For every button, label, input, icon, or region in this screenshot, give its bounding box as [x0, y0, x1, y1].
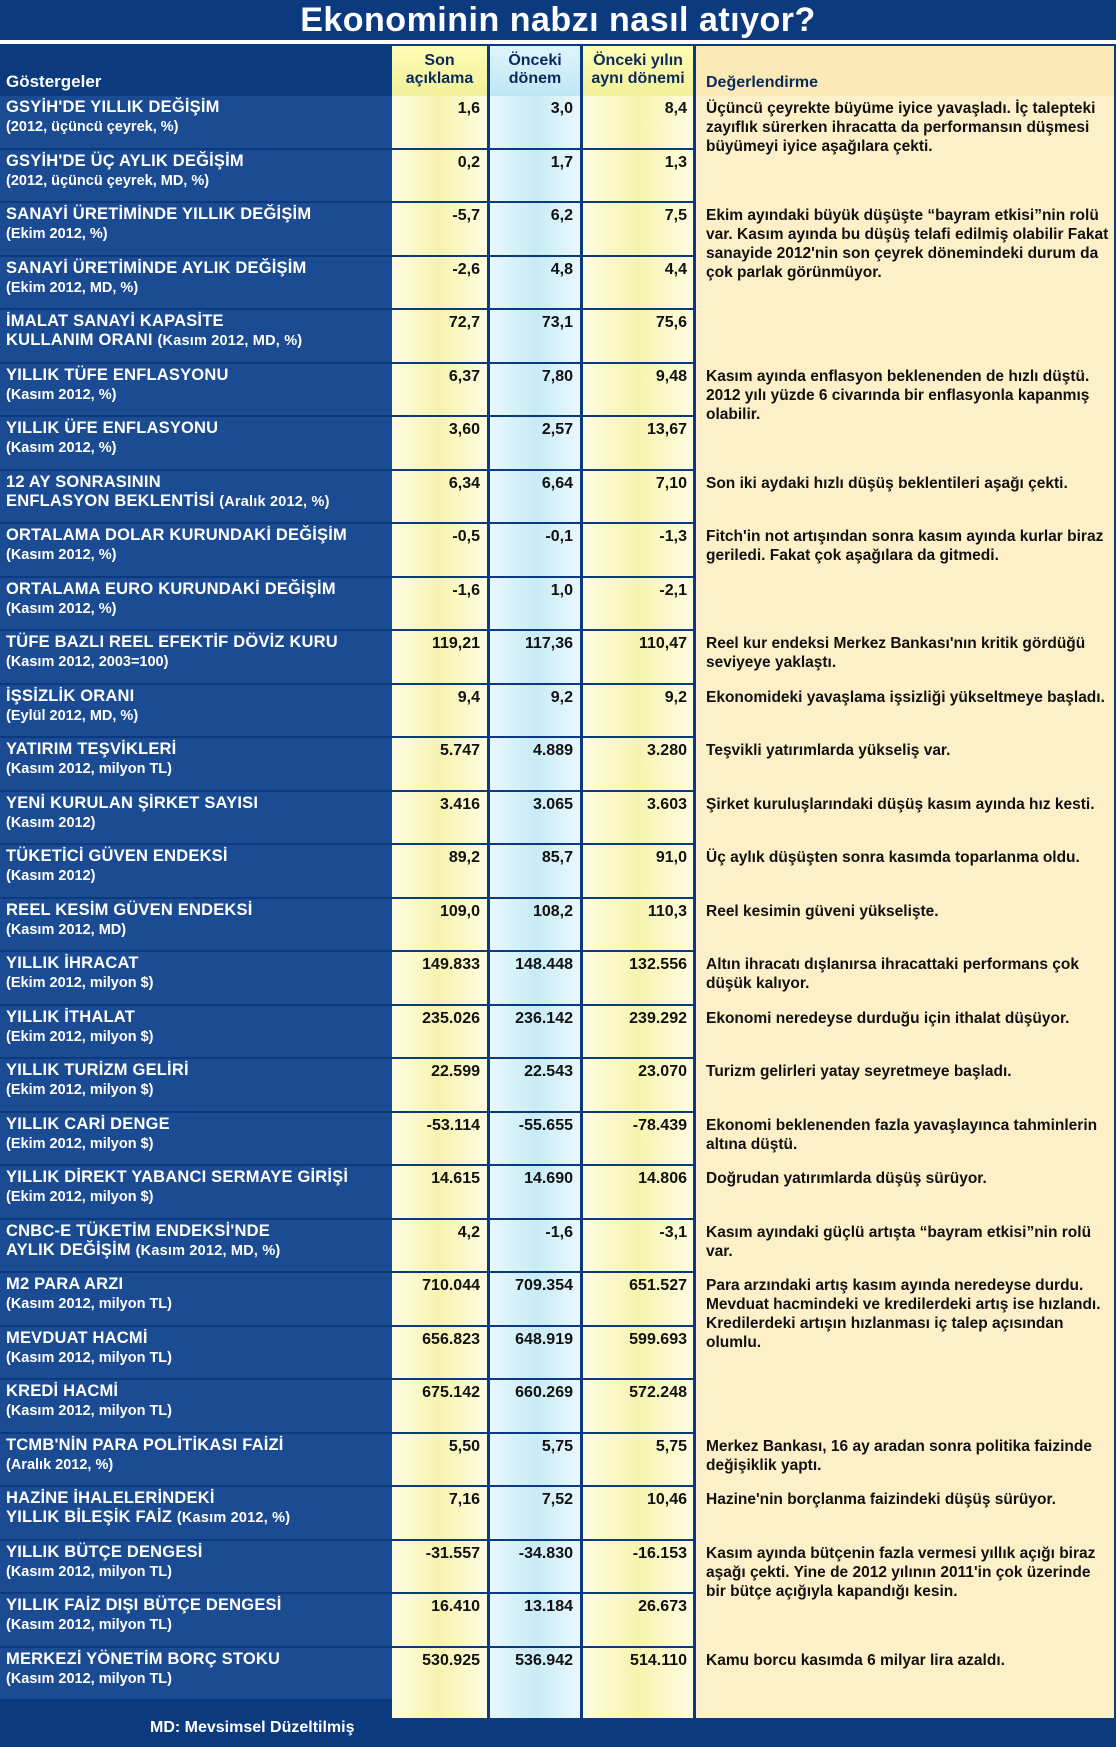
- indicator-cell: [0, 631, 392, 683]
- value-last: 5,50: [448, 1437, 480, 1455]
- evaluation-text: Altın ihracatı dışlanırsa ihracattaki performans çok düşük kalıyor.: [706, 956, 1079, 992]
- indicator-name-cont: ENFLASYON BEKLENTİSİ: [6, 491, 215, 510]
- indicator-name: SANAYİ ÜRETİMİNDE AYLIK DEĞİŞİM: [6, 258, 307, 277]
- footnote: MD: Mevsimsel Düzeltilmiş: [150, 1719, 355, 1736]
- table-row: [0, 1380, 1116, 1434]
- indicator-cell: [0, 845, 392, 897]
- indicator-period: (Kasım 2012, milyon TL): [6, 1403, 172, 1419]
- evaluation-text: Turizm gelirleri yatay seyretmeye başladı.: [706, 1063, 1012, 1080]
- indicator-period: (Kasım 2012, MD): [6, 921, 127, 938]
- value-year-ago: 26.673: [638, 1598, 687, 1615]
- value-previous: 13.184: [524, 1598, 573, 1615]
- value-previous: 236.142: [515, 1009, 573, 1027]
- indicator-period: (Kasım 2012, MD, %): [157, 333, 303, 349]
- value-year-ago: 3.280: [646, 742, 687, 759]
- value-year-ago: 13,67: [646, 421, 687, 438]
- table-row: [0, 1059, 1116, 1113]
- indicator-period: (Ekim 2012, milyon $): [6, 1135, 154, 1152]
- value-previous: 7,80: [541, 367, 573, 385]
- value-last: 6,37: [448, 367, 480, 385]
- table-row: [0, 1648, 1116, 1702]
- value-previous: 6,64: [541, 474, 573, 492]
- table-row: [0, 310, 1116, 364]
- indicator-period: (Aralık 2012, %): [219, 493, 330, 510]
- table-row: [0, 631, 1116, 685]
- evaluation-text: Reel kesimin güveni yükselişte.: [706, 902, 939, 920]
- indicator-name: İŞSİZLİK ORANI: [6, 686, 135, 705]
- value-last: 16.410: [431, 1598, 480, 1615]
- title-divider: [0, 40, 1116, 44]
- indicator-cell: [0, 203, 392, 255]
- indicator-name-line2: [6, 492, 386, 512]
- indicator-name: YATIRIM TEŞVİKLERİ: [6, 740, 177, 758]
- indicator-cell: [0, 471, 392, 523]
- indicator-period: (Ekim 2012, milyon $): [6, 975, 154, 991]
- indicator-cell: [0, 1648, 392, 1700]
- indicator-cell: [0, 310, 392, 362]
- evaluation-text: Hazine'nin borçlanma faizindeki düşüş sürüyor.: [706, 1491, 1056, 1508]
- indicator-period: (Eylül 2012, MD, %): [6, 707, 139, 724]
- value-year-ago: 239.292: [629, 1009, 687, 1027]
- indicator-name: İMALAT SANAYİ KAPASİTE: [6, 312, 224, 330]
- table-row: [0, 1220, 1116, 1274]
- table-row: [0, 578, 1116, 632]
- indicator-period: (Kasım 2012, MD, %): [135, 1242, 281, 1259]
- value-year-ago: 9,48: [655, 367, 687, 385]
- table-row: [0, 1434, 1116, 1488]
- table-row: [0, 257, 1116, 311]
- value-last: 22.599: [431, 1063, 480, 1080]
- value-last: -53.114: [426, 1116, 480, 1134]
- indicator-name: MEVDUAT HACMİ: [6, 1328, 148, 1347]
- value-previous: 117,36: [524, 635, 573, 652]
- value-previous: 6,2: [550, 207, 573, 224]
- table-row: [0, 685, 1116, 739]
- value-last: -31.557: [425, 1544, 480, 1562]
- value-last: 0,2: [457, 153, 480, 171]
- indicator-name: M2 PARA ARZI: [6, 1275, 124, 1293]
- value-year-ago: 651.527: [629, 1277, 687, 1294]
- indicator-cell: [0, 1541, 392, 1593]
- value-previous: 3.065: [532, 795, 573, 813]
- evaluation-text: Ekonomi neredeyse durduğu için ithalat düşüyor.: [706, 1009, 1070, 1027]
- header-last-label: Son açıklama: [405, 52, 474, 87]
- value-year-ago: 514.110: [630, 1651, 687, 1669]
- indicator-name: TÜKETİCİ GÜVEN ENDEKSİ: [6, 847, 228, 865]
- table-row: [0, 96, 1116, 155]
- indicator-cell: [0, 1006, 392, 1058]
- indicator-period: (2012, üçüncü çeyrek, MD, %): [6, 172, 210, 189]
- value-previous: 148.448: [515, 956, 573, 973]
- table-row: [0, 952, 1116, 1006]
- indicator-cell: [0, 1059, 392, 1111]
- value-previous: -1,6: [545, 1223, 573, 1241]
- indicator-period: (Kasım 2012, milyon TL): [6, 1296, 172, 1312]
- table-row: [0, 364, 1116, 423]
- indicator-name: TCMB'NİN PARA POLİTİKASI FAİZİ: [6, 1435, 284, 1454]
- evaluation-text: Üç aylık düşüşten sonra kasımda toparlanma oldu.: [706, 849, 1080, 866]
- value-previous: 4.889: [532, 742, 573, 759]
- indicator-name-cont: KULLANIM ORANI: [6, 331, 153, 349]
- value-last: -1,6: [452, 581, 480, 599]
- indicator-name: YILLIK DİREKT YABANCI SERMAYE GİRİŞİ: [6, 1168, 349, 1186]
- evaluation-text: Ekonomideki yavaşlama işsizliği yükseltmeye başladı.: [706, 688, 1105, 706]
- value-last: 235.026: [422, 1009, 480, 1027]
- value-previous: 648.919: [515, 1330, 573, 1348]
- indicator-cell: [0, 1434, 392, 1486]
- value-previous: 73,1: [541, 314, 573, 331]
- table-row: [0, 792, 1116, 846]
- value-previous: 14.690: [524, 1170, 573, 1187]
- evaluation-text: Üçüncü çeyrekte büyüme iyice yavaşladı. İç talepteki zayıflık sürerken ihracatta da performansın düşmesi büyümeyi iyice aşağılara çekti.: [706, 100, 1096, 155]
- value-year-ago: -78.439: [632, 1116, 687, 1134]
- table-row: [0, 899, 1116, 953]
- value-previous: -34.830: [518, 1544, 573, 1562]
- indicator-cell: [0, 417, 392, 469]
- indicator-cell: [0, 1327, 392, 1379]
- indicator-period: (Kasım 2012): [6, 868, 96, 884]
- indicator-period: (Ekim 2012, milyon $): [6, 1028, 154, 1045]
- value-year-ago: 110,47: [638, 635, 687, 652]
- value-previous: 709.354: [515, 1277, 573, 1294]
- evaluation-text: Merkez Bankası, 16 ay aradan sonra politika faizinde değişiklik yaptı.: [706, 1437, 1092, 1474]
- value-year-ago: 10,46: [646, 1491, 687, 1508]
- indicator-period: (Kasım 2012): [6, 814, 96, 831]
- value-previous: 660.269: [515, 1384, 573, 1401]
- table-row: [0, 845, 1116, 899]
- value-previous: 1,0: [550, 581, 573, 599]
- value-last: 4,2: [457, 1223, 480, 1241]
- indicator-name: HAZİNE İHALELERİNDEKİ: [6, 1489, 215, 1507]
- indicator-cell: [0, 364, 392, 416]
- evaluation-text: Fitch'in not artışından sonra kasım ayında kurlar biraz geriledi. Fakat çok aşağılara da gitmedi.: [706, 528, 1104, 564]
- value-last: 89,2: [448, 849, 480, 866]
- indicator-cell: [0, 1113, 392, 1165]
- indicator-name-cont: AYLIK DEĞİŞİM: [6, 1240, 131, 1259]
- indicator-period: (2012, üçüncü çeyrek, %): [6, 119, 179, 135]
- value-last: 7,16: [448, 1491, 480, 1508]
- indicator-name: ORTALAMA EURO KURUNDAKİ DEĞİŞİM: [6, 579, 336, 598]
- indicator-cell: [0, 952, 392, 1004]
- evaluation-text: Reel kur endeksi Merkez Bankası'nın kritik gördüğü seviyeye yaklaştı.: [706, 635, 1086, 671]
- value-previous: 3,0: [550, 100, 573, 117]
- indicator-period: (Ekim 2012, milyon $): [6, 1082, 154, 1098]
- value-year-ago: -16.153: [632, 1544, 687, 1562]
- value-year-ago: 23.070: [638, 1063, 687, 1080]
- indicator-period: (Kasım 2012, milyon TL): [6, 1670, 172, 1687]
- indicator-name-line2: [6, 331, 386, 351]
- header-year-ago-label: Önceki yılın aynı dönemi: [591, 52, 685, 87]
- indicator-period: (Kasım 2012, %): [6, 600, 117, 617]
- value-last: 675.142: [422, 1384, 480, 1401]
- value-year-ago: 7,5: [664, 207, 687, 224]
- indicator-cell: [0, 578, 392, 630]
- value-year-ago: 572.248: [629, 1384, 687, 1401]
- value-previous: 9,2: [550, 688, 573, 706]
- table-row: [0, 1113, 1116, 1167]
- value-year-ago: 91,0: [655, 849, 687, 866]
- value-previous: 536.942: [515, 1651, 573, 1669]
- value-last: 656.823: [422, 1330, 480, 1348]
- table-row: [0, 1327, 1116, 1381]
- indicator-name: YILLIK BÜTÇE DENGESİ: [6, 1542, 203, 1561]
- header-last: [392, 46, 487, 96]
- evaluation-text: Kamu borcu kasımda 6 milyar lira azaldı.: [706, 1651, 1005, 1669]
- indicator-period: (Kasım 2012, milyon TL): [6, 1563, 172, 1580]
- indicator-period: (Kasım 2012, 2003=100): [6, 654, 169, 670]
- indicator-cell: [0, 150, 392, 202]
- indicator-cell: [0, 685, 392, 737]
- indicator-cell: [0, 738, 392, 790]
- evaluation-text: Teşvikli yatırımlarda yükseliş var.: [706, 742, 951, 759]
- table-row: [0, 471, 1116, 525]
- indicator-cell: [0, 1273, 392, 1325]
- table-row: [0, 738, 1116, 792]
- indicator-period: (Kasım 2012, %): [6, 386, 117, 403]
- value-year-ago: 7,10: [655, 474, 687, 492]
- evaluation-text: Ekonomi beklenenden fazla yavaşlayınca tahminlerin altına düştü.: [706, 1116, 1098, 1153]
- indicator-cell: [0, 1487, 392, 1539]
- value-previous: -0,1: [545, 528, 573, 545]
- evaluation-text: Kasım ayında enflasyon beklenenden de hızlı düştü. 2012 yılı yüzde 6 civarında bir enflasyonla kapanmış olabilir.: [706, 367, 1090, 423]
- indicator-name: 12 AY SONRASININ: [6, 472, 161, 491]
- value-last: -5,7: [452, 207, 480, 224]
- header-evaluation: Değerlendirme: [696, 46, 1114, 96]
- indicator-name: TÜFE BAZLI REEL EFEKTİF DÖVİZ KURU: [6, 633, 338, 651]
- value-year-ago: 110,3: [647, 902, 687, 920]
- value-last: 710.044: [422, 1277, 480, 1294]
- value-previous: 85,7: [541, 849, 573, 866]
- indicator-name: YILLIK ÜFE ENFLASYONU: [6, 419, 219, 437]
- table-row: [0, 524, 1116, 578]
- value-year-ago: -1,3: [659, 528, 687, 545]
- value-last: 530.925: [422, 1651, 480, 1669]
- value-previous: 1,7: [550, 153, 573, 171]
- indicator-period: (Ekim 2012, %): [6, 226, 108, 242]
- value-last: 119,21: [431, 635, 480, 652]
- value-last: 72,7: [448, 314, 480, 331]
- header-indicators: Göstergeler: [6, 72, 102, 91]
- value-last: 9,4: [457, 688, 480, 706]
- indicator-cell: [0, 1220, 392, 1272]
- indicator-cell: [0, 524, 392, 576]
- indicator-name: GSYİH'DE ÜÇ AYLIK DEĞİŞİM: [6, 151, 244, 170]
- table-row: [0, 150, 1116, 204]
- indicator-cell: [0, 1594, 392, 1646]
- value-year-ago: 14.806: [638, 1170, 687, 1187]
- header-previous: [490, 46, 580, 96]
- indicator-name: GSYİH'DE YILLIK DEĞİŞİM: [6, 98, 220, 116]
- value-previous: 4,8: [550, 260, 573, 278]
- indicator-period: (Kasım 2012, %): [6, 440, 117, 456]
- indicator-cell: [0, 96, 392, 148]
- value-previous: 5,75: [541, 1437, 573, 1455]
- value-last: -0,5: [452, 528, 480, 545]
- indicator-name: YILLIK CARİ DENGE: [6, 1114, 170, 1133]
- indicator-table: [0, 96, 1116, 1701]
- indicator-cell: [0, 899, 392, 951]
- value-year-ago: 5,75: [655, 1437, 687, 1455]
- indicator-period: (Kasım 2012, milyon TL): [6, 1617, 172, 1633]
- evaluation-text: Para arzındaki artış kasım ayında neredeyse durdu. Mevduat hacmindeki ve kredilerdeki artış ise hızlandı. Kredilerdeki artışın hızlanması iç talep açısından olumlu.: [706, 1277, 1101, 1351]
- value-last: 6,34: [448, 474, 480, 492]
- indicator-name: YILLIK FAİZ DIŞI BÜTÇE DENGESİ: [6, 1596, 282, 1614]
- value-last: 149.833: [422, 956, 480, 973]
- header-year-ago: [583, 46, 693, 96]
- table-row: [0, 1487, 1116, 1541]
- evaluation-text: Kasım ayında bütçenin fazla vermesi yıllık açığı biraz aşağı çekti. Yine de 2012 yılının 2011'in çok üzerinde bir bütçe açığıyla kapandığı kesin.: [706, 1544, 1096, 1600]
- indicator-name: MERKEZİ YÖNETİM BORÇ STOKU: [6, 1649, 281, 1668]
- table-row: [0, 1594, 1116, 1648]
- indicator-name: CNBC-E TÜKETİM ENDEKSİ'NDE: [6, 1221, 270, 1240]
- indicator-period: (Kasım 2012, %): [6, 547, 117, 563]
- table-row: [0, 1166, 1116, 1220]
- header-previous-label: Önceki dönem: [508, 52, 562, 87]
- indicator-name: YILLIK İTHALAT: [6, 1007, 135, 1026]
- value-previous: 22.543: [524, 1063, 573, 1080]
- value-year-ago: 3.603: [646, 795, 687, 813]
- value-year-ago: 75,6: [655, 314, 687, 331]
- value-year-ago: -3,1: [659, 1223, 687, 1241]
- indicator-cell: [0, 792, 392, 844]
- indicator-name: REEL KESİM GÜVEN ENDEKSİ: [6, 900, 253, 919]
- value-year-ago: 8,4: [664, 100, 687, 117]
- table-row: [0, 417, 1116, 471]
- indicator-name: SANAYİ ÜRETİMİNDE YILLIK DEĞİŞİM: [6, 205, 312, 223]
- value-last: 5.747: [439, 742, 480, 759]
- value-last: 109,0: [439, 902, 480, 920]
- indicator-cell: [0, 257, 392, 309]
- value-previous: 108,2: [532, 902, 573, 920]
- indicator-cell: [0, 1166, 392, 1218]
- table-row: [0, 1006, 1116, 1060]
- value-last: 14.615: [431, 1170, 480, 1187]
- indicator-name: ORTALAMA DOLAR KURUNDAKİ DEĞİŞİM: [6, 526, 347, 544]
- page-title: Ekonominin nabzı nasıl atıyor?: [300, 1, 816, 39]
- indicator-name: YENİ KURULAN ŞİRKET SAYISI: [6, 793, 259, 812]
- evaluation-text: Doğrudan yatırımlarda düşüş sürüyor.: [706, 1170, 987, 1187]
- evaluation-text: Son iki aydaki hızlı düşüş beklentileri aşağı çekti.: [706, 474, 1068, 492]
- indicator-period: (Kasım 2012, milyon TL): [6, 1349, 172, 1366]
- indicator-name-cont: YILLIK BİLEŞİK FAİZ: [6, 1508, 173, 1526]
- indicator-name: YILLIK TÜFE ENFLASYONU: [6, 365, 229, 384]
- value-year-ago: 599.693: [629, 1330, 687, 1348]
- evaluation-text: Ekim ayındaki büyük düşüşte “bayram etkisi”nin rolü var. Kasım ayında bu düşüş telafi edilmiş olabilir Fakat sanayide 2012'nin son çeyrek dönemindeki durum da çok parlak görünmüyor.: [706, 207, 1109, 281]
- evaluation-text: Kasım ayındaki güçlü artışta “bayram etkisi”nin rolü var.: [706, 1223, 1092, 1260]
- value-year-ago: 1,3: [664, 153, 687, 171]
- value-last: 3,60: [448, 421, 480, 438]
- table-row: [0, 1541, 1116, 1600]
- indicator-period: (Ekim 2012, MD, %): [6, 279, 139, 296]
- indicator-name-line2: [6, 1241, 386, 1261]
- indicator-period: (Kasım 2012, %): [176, 1510, 291, 1526]
- value-year-ago: 132.556: [629, 956, 687, 973]
- value-last: -2,6: [452, 260, 480, 278]
- indicator-period: (Ekim 2012, milyon $): [6, 1189, 154, 1205]
- value-year-ago: 4,4: [664, 260, 687, 278]
- indicator-name: YILLIK İHRACAT: [6, 954, 139, 972]
- indicator-period: (Aralık 2012, %): [6, 1456, 114, 1473]
- value-year-ago: 9,2: [664, 688, 687, 706]
- value-previous: 2,57: [541, 421, 573, 438]
- indicator-cell: [0, 1380, 392, 1432]
- indicator-name: YILLIK TURİZM GELİRİ: [6, 1061, 189, 1079]
- value-last: 1,6: [457, 100, 480, 117]
- indicator-period: (Kasım 2012, milyon TL): [6, 761, 172, 777]
- evaluation-text: Şirket kuruluşlarındaki düşüş kasım ayında hız kesti.: [706, 795, 1095, 813]
- indicator-name: KREDİ HACMİ: [6, 1382, 119, 1400]
- value-previous: 7,52: [541, 1491, 573, 1508]
- indicator-name-line2: [6, 1508, 386, 1528]
- value-year-ago: -2,1: [659, 581, 687, 599]
- value-previous: -55.655: [518, 1116, 573, 1134]
- value-last: 3.416: [439, 795, 480, 813]
